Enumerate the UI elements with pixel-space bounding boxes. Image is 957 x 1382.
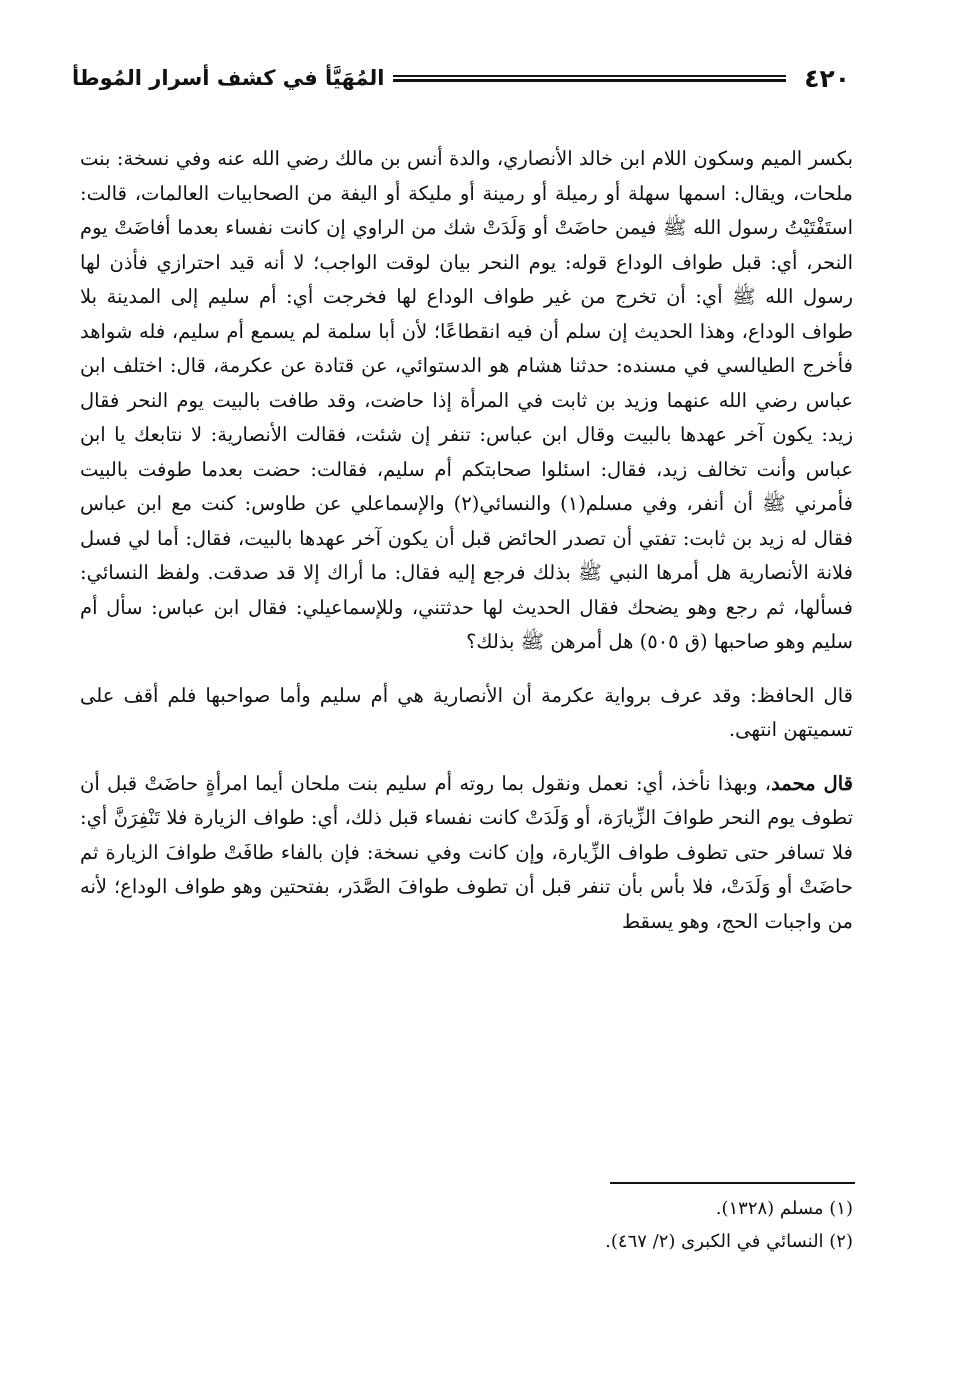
main-text [80,142,853,939]
header-rule [393,75,787,82]
paragraph [80,142,853,660]
footnote-divider [610,1182,855,1184]
paragraph-text: قال الحافظ: وقد عرف برواية عكرمة أن الأنصارية هي أم سليم وأما صواحبها فلم أقف على تسميتهن انتهى. [80,683,853,741]
paragraph [80,673,853,748]
footnote: (٢) النسائي في الكبرى (٢/ ٤٦٧). [605,1231,853,1252]
paragraph-lead: قال محمد [771,771,853,795]
paragraph-text: ، وبهذا نأخذ، أي: نعمل ونقول بما روته أم سليم بنت ملحان أيما امرأةٍ حاضَتْ قبل أن تطوف يوم النحر طوافَ الزِّيارَة، أو وَلَدَتْ كانت نفساء قبل ذلك، أي: طواف الزيارة فلا تَنْفِرَنَّ أي: فلا تسافر حتى تطوف طواف الزِّيارة، وإن كانت وفي نسخة: فإن بالفاء طافَتْ طوافَ الزيارة ثم حاضَتْ أو وَلَدَتْ، فلا بأس بأن تنفر قبل أن تطوف طوافَ الصَّدَر، بفتحتين وهو طواف الوداع؛ لأنه من واجبات الحج، وهو يسقط [80,771,853,933]
page-number: ٤٢٠ [804,63,850,93]
footnote: (١) مسلم (١٣٢٨). [715,1198,853,1219]
running-title: المُهَيَّأ في كشف أسرار المُوطأ [72,66,385,90]
paragraph [80,761,853,940]
footnotes [80,1192,853,1258]
paragraph-text: بكسر الميم وسكون اللام ابن خالد الأنصاري، والدة أنس بن مالك رضي الله عنه وفي نسخة: بنت ملحات، ويقال: اسمها سهلة أو رميلة أو رمينة أو مليكة أو اليفة من الصحابيات العالمات، قالت: استَفْتَيْتُ رسول الله ﷺ فيمن حاضَتْ أو وَلَدَتْ شك من الراوي إن كانت نفساء بعدما أفاضَتْ يوم النحر، أي: قبل طواف الوداع قوله: يوم النحر بيان لوقت الواجب؛ لا أنه قيد احترازي فأذن لها رسول الله ﷺ أي: أن تخرج من غير طواف الوداع لها فخرجت أي: أم سليم إلى المدينة بلا طواف الوداع، وهذا الحديث إن سلم أن فيه انقطاعًا؛ لأن أبا سلمة لم يسمع أم سليم، فله شواهد فأخرج الطيالسي في مسنده: حدثنا هشام هو الدستوائي، عن قتادة عن عكرمة، قال: اختلف ابن عباس رضي الله عنهما وزيد بن ثابت في المرأة إذا حاضت، وقد طافت بالبيت يوم النحر فقال زيد: يكون آخر عهدها بالبيت وقال ابن عباس: تنفر إن شئت، فقالت الأنصارية: لا نتابعك يا ابن عباس وأنت تخالف زيد، فقال: اسئلوا صحابتكم أم سليم، فقالت: حضت بعدما طوفت بالبيت فأمرني ﷺ أن أنفر، وفي مسلم(١) والنسائي(٢) والإسماعلي عن طاوس: كنت مع ابن عباس فقال له زيد بن ثابت: تفتي أن تصدر الحائض قبل أن يكون آخر عهدها بالبيت، فقال: أما لي فسل فلانة الأنصارية هل أمرها النبي ﷺ بذلك فرجع إليه فقال: ما أراك إلا قد صدقت. ولفظ النسائي: فسألها، ثم رجع وهو يضحك فقال الحديث لها حدثتني، وللإسماعيلي: فقال ابن عباس: سأل أم سليم وهو صاحبها (ق ٥٠٥) هل أمرهن ﷺ بذلك؟ [80,147,853,653]
page-header [72,58,850,98]
